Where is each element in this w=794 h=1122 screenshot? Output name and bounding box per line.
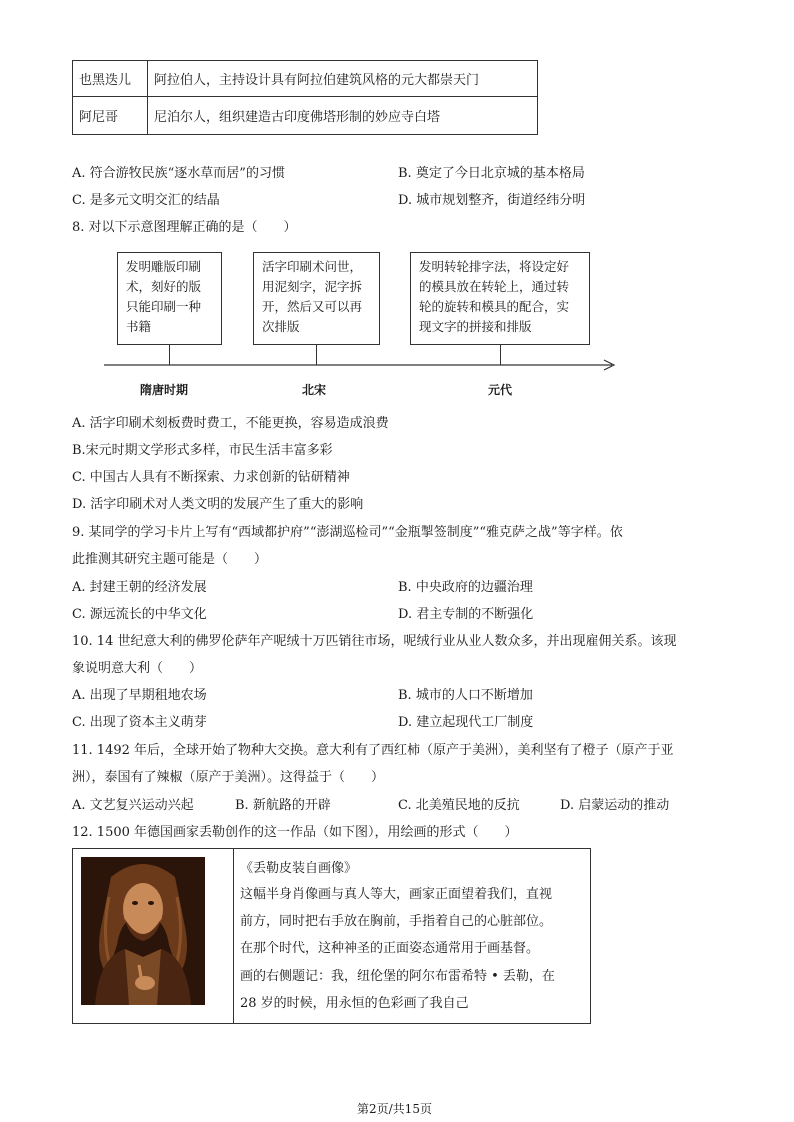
artwork-desc-line: 在那个时代，这种神圣的正面姿态通常用于画基督。 — [240, 941, 540, 956]
table-cell-name: 阿尼哥 — [73, 97, 148, 135]
question-stem: 8. 对以下示意图理解正确的是（ ） — [72, 220, 297, 235]
question-stem: 12. 1500 年德国画家丢勒创作的这一作品（如下图），用绘画的形式（ ） — [72, 825, 518, 840]
question-stem: 11. 1492 年后，全球开始了物种大交换。意大利有了西红柿（原产于美洲），美利坚有了橙子（原产于亚 — [72, 743, 674, 758]
question-stem-cont: 洲），泰国有了辣椒（原产于美洲）。这得益于（ ） — [72, 770, 385, 785]
question-stem: 10. 14 世纪意大利的佛罗伦萨年产呢绒十万匹销往市场，呢绒行业从业人数众多，并出现雇佣关系。该现 — [72, 634, 677, 649]
artwork-table — [72, 848, 591, 1024]
timeline-box-yuan: 发明转轮排字法，将设定好的模具放在转轮上，通过转轮的旋转和模具的配合，实现文字的拼接和排版 — [410, 252, 590, 345]
option-b: B. 城市的人口不断增加 — [398, 688, 533, 703]
durer-self-portrait-image — [81, 857, 205, 1005]
timeline-label-sui-tang: 隋唐时期 — [140, 383, 189, 397]
option-a: A. 活字印刷术刻板费时费工，不能更换，容易造成浪费 — [72, 416, 389, 431]
option-c: C. 中国古人具有不断探索、力求创新的钻研精神 — [72, 470, 350, 485]
page-number: 第2页/共15页 — [357, 1102, 432, 1116]
artwork-desc-line: 画的右侧题记：我，纽伦堡的阿尔布雷希特 • 丢勒，在 — [240, 969, 555, 984]
table-cell-desc: 阿拉伯人，主持设计具有阿拉伯建筑风格的元大都崇天门 — [148, 61, 538, 97]
option-d: D. 启蒙运动的推动 — [560, 798, 670, 813]
option-d: D. 君主专制的不断强化 — [398, 607, 534, 622]
question-stem-cont: 象说明意大利（ ） — [72, 661, 203, 676]
history-figures-table — [72, 60, 538, 135]
option-c: C. 北美殖民地的反抗 — [398, 798, 520, 813]
option-d: D. 建立起现代工厂制度 — [398, 715, 534, 730]
option-a: A. 封建王朝的经济发展 — [72, 580, 207, 595]
timeline-label-yuan: 元代 — [488, 383, 513, 397]
timeline-label-song: 北宋 — [302, 383, 327, 397]
table-cell-name: 也黑迭儿 — [73, 61, 148, 97]
option-d: D. 活字印刷术对人类文明的发展产生了重大的影响 — [72, 497, 364, 512]
table-cell-desc: 尼泊尔人，组织建造古印度佛塔形制的妙应寺白塔 — [148, 97, 538, 135]
timeline-box-song: 活字印刷术问世，用泥刻字，泥字拆开，然后又可以再次排版 — [253, 252, 380, 345]
option-b: B. 奠定了今日北京城的基本格局 — [398, 166, 585, 181]
timeline-box-sui-tang: 发明雕版印刷术，刻好的版只能印刷一种书籍 — [117, 252, 222, 345]
option-a: A. 符合游牧民族“逐水草而居”的习惯 — [72, 166, 285, 181]
option-b: B. 新航路的开辟 — [235, 798, 331, 813]
option-c: C. 出现了资本主义萌芽 — [72, 715, 207, 730]
artwork-desc-line: 这幅半身肖像画与真人等大，画家正面望着我们，直视 — [240, 887, 553, 902]
option-d: D. 城市规划整齐，街道经纬分明 — [398, 193, 586, 208]
question-stem-cont: 此推测其研究主题可能是（ ） — [72, 552, 268, 567]
option-a: A. 出现了早期租地农场 — [72, 688, 207, 703]
timeline-axis — [100, 358, 620, 372]
artwork-desc-line: 前方，同时把右手放在胸前，手指着自己的心脏部位。 — [240, 914, 553, 929]
option-c: C. 是多元文明交汇的结晶 — [72, 193, 220, 208]
option-b: B.宋元时期文学形式多样，市民生活丰富多彩 — [72, 443, 333, 458]
artwork-title: 《丢勒皮装自画像》 — [240, 861, 358, 876]
option-c: C. 源远流长的中华文化 — [72, 607, 207, 622]
artwork-desc-line: 28 岁的时候，用永恒的色彩画了我自己 — [240, 996, 469, 1011]
option-a: A. 文艺复兴运动兴起 — [72, 798, 194, 813]
table-divider — [233, 849, 234, 1023]
option-b: B. 中央政府的边疆治理 — [398, 580, 533, 595]
question-stem: 9. 某同学的学习卡片上写有“西域都护府”“澎湖巡检司”“金瓶掣签制度”“雅克萨之战”等字样。依 — [72, 525, 623, 540]
